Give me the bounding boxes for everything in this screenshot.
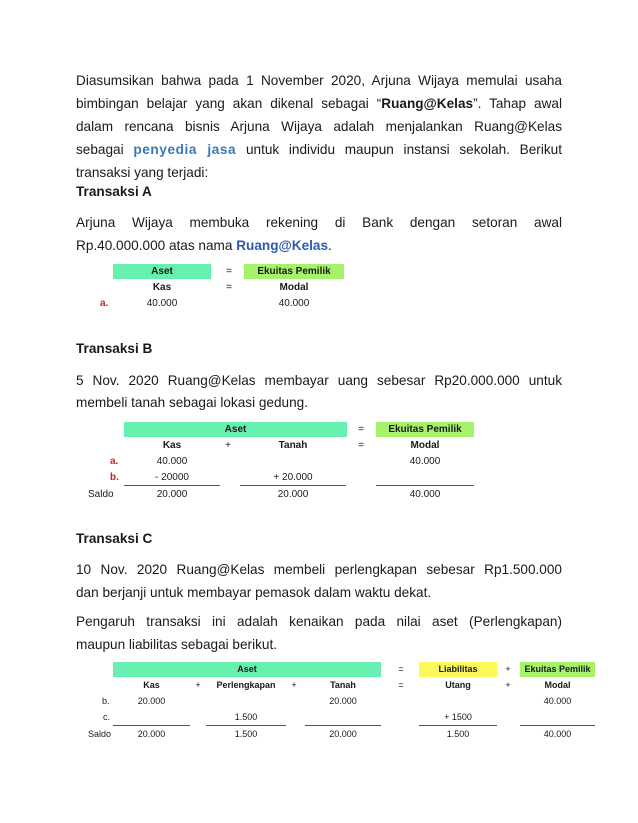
table-a-col-modal: Modal xyxy=(279,282,309,293)
heading-transaksi-a: Transaksi A xyxy=(76,184,152,199)
table-c-header-plus: + xyxy=(505,664,511,674)
table-c-row-b-modal: 40.000 xyxy=(543,696,572,706)
table-c-row-c-tanah xyxy=(305,710,381,725)
table-a-row-label: a. xyxy=(100,298,109,309)
b-text-2: membeli tanah sebagai lokasi gedung. xyxy=(76,395,309,410)
table-b-header-ekuitas: Ekuitas Pemilik xyxy=(376,422,474,437)
table-a-row-modal: 40.000 xyxy=(278,298,310,309)
table-c-col-plus1: + xyxy=(195,680,201,690)
heading-transaksi-c: Transaksi C xyxy=(76,531,153,546)
table-b-saldo-modal: 40.000 xyxy=(409,489,441,500)
table-c-row-c-perlengkapan: 1.500 xyxy=(234,712,258,722)
intro-text-2c: ”. Tahap awal xyxy=(473,96,562,111)
table-c-row-c-kas xyxy=(113,710,190,725)
table-c-saldo-modal: 40.000 xyxy=(543,729,572,739)
table-b-saldo-kas: 20.000 xyxy=(156,489,188,500)
table-a-header-eq: = xyxy=(226,266,232,277)
table-c-row-b-tanah: 20.000 xyxy=(329,696,357,706)
table-a-row-kas: 40.000 xyxy=(146,298,178,309)
table-b-col-tanah: Tanah xyxy=(278,440,308,451)
table-c-saldo-tanah: 20.000 xyxy=(329,729,357,739)
table-b-row-a-modal: 40.000 xyxy=(409,456,441,467)
a-text-1: Arjuna Wijaya membuka rekening di Bank dengan setoran awal xyxy=(76,215,562,230)
table-a-header-aset: Aset xyxy=(113,264,211,279)
table-c-header-liabilitas: Liabilitas xyxy=(419,662,497,677)
table-c-row-c-label: c. xyxy=(103,712,111,722)
table-b-underline-kas xyxy=(124,485,220,486)
table-b-row-a-label: a. xyxy=(110,456,119,467)
table-b-header-eq: = xyxy=(358,424,364,435)
table-c-col-perlengkapan: Perlengkapan xyxy=(216,680,276,690)
table-b-row-a-kas: 40.000 xyxy=(156,456,188,467)
table-c-underline-tanah xyxy=(305,725,381,726)
table-b-row-b-label: b. xyxy=(110,472,119,483)
table-c-row-b-perlengkapan xyxy=(206,694,286,709)
table-a-header-ekuitas: Ekuitas Pemilik xyxy=(244,264,344,279)
intro-text-2a: bimbingan belajar yang akan dikenal sebagai “ xyxy=(76,96,382,111)
table-c-row-b-utang xyxy=(419,694,497,709)
table-c-row-c-utang: + 1500 xyxy=(444,712,472,722)
intro-brand: Ruang@Kelas xyxy=(381,96,474,111)
table-c-underline-utang xyxy=(419,725,497,726)
c-line-4 xyxy=(76,633,562,657)
table-b-row-b-kas: - 20000 xyxy=(155,472,189,483)
a-line-1 xyxy=(76,211,562,235)
table-c-saldo-perlengkapan: 1.500 xyxy=(234,729,258,739)
table-c-saldo-utang: 1.500 xyxy=(446,729,470,739)
table-b-row-b-tanah: + 20.000 xyxy=(273,472,313,483)
intro-text-4a: sebagai xyxy=(76,142,134,157)
c-line-3 xyxy=(76,610,562,634)
c-line-2 xyxy=(76,581,562,605)
table-a-col-eq: = xyxy=(226,282,232,293)
table-b-saldo-label: Saldo xyxy=(88,489,114,500)
a-text-2c: . xyxy=(328,238,332,253)
table-c-col-utang: Utang xyxy=(445,680,471,690)
c-text-1: 10 Nov. 2020 Ruang@Kelas membeli perlengkapan sebesar Rp1.500.000 xyxy=(76,562,562,577)
b-line-1 xyxy=(76,369,562,393)
table-c-col-tanah: Tanah xyxy=(330,680,356,690)
intro-highlight: penyedia jasa xyxy=(133,142,237,157)
table-b-row-a-tanah xyxy=(240,454,346,469)
heading-transaksi-b: Transaksi B xyxy=(76,341,153,356)
table-c-col-modal: Modal xyxy=(544,680,571,690)
intro-line-4 xyxy=(76,138,562,162)
table-c-row-c-modal xyxy=(520,710,595,725)
c-line-1 xyxy=(76,558,562,582)
table-c-underline-perlengkapan xyxy=(206,725,286,726)
intro-line-3 xyxy=(76,115,562,139)
table-c-col-plus3: + xyxy=(505,680,511,690)
a-line-2 xyxy=(76,234,562,258)
c-text-3: Pengaruh transaksi ini adalah kenaikan pada nilai aset (Perlengkapan) xyxy=(76,614,562,629)
intro-text-4c: untuk individu maupun instansi sekolah. Berikut xyxy=(236,142,562,157)
table-b-col-modal: Modal xyxy=(410,440,440,451)
b-text-1: 5 Nov. 2020 Ruang@Kelas membayar uang sebesar Rp20.000.000 untuk xyxy=(76,373,562,388)
table-c-col-plus2: + xyxy=(291,680,297,690)
table-b-underline-tanah xyxy=(240,485,346,486)
table-b-col-kas: Kas xyxy=(162,440,182,451)
table-b-col-plus: + xyxy=(225,440,231,451)
table-c-col-kas: Kas xyxy=(143,680,160,690)
b-line-2 xyxy=(76,391,562,415)
intro-line-2 xyxy=(76,92,562,116)
table-c-header-aset: Aset xyxy=(113,662,381,677)
table-b-saldo-tanah: 20.000 xyxy=(277,489,309,500)
intro-text-3: dalam rencana bisnis Arjuna Wijaya adalah menjalankan Ruang@Kelas xyxy=(76,119,562,134)
table-b-underline-modal xyxy=(376,485,474,486)
table-c-header-ekuitas: Ekuitas Pemilik xyxy=(520,662,595,677)
table-c-saldo-label: Saldo xyxy=(88,729,112,739)
intro-text-1: Diasumsikan bahwa pada 1 November 2020, Arjuna Wijaya memulai usaha xyxy=(76,73,562,88)
table-b-header-aset: Aset xyxy=(124,422,347,437)
intro-text-5: transaksi yang terjadi: xyxy=(76,165,209,180)
c-text-4: maupun liabilitas sebagai berikut. xyxy=(76,637,278,652)
table-b-row-b-modal xyxy=(376,470,474,485)
table-b-col-eq: = xyxy=(358,440,364,451)
table-c-header-eq: = xyxy=(398,664,404,674)
table-c-saldo-kas: 20.000 xyxy=(137,729,166,739)
c-text-2: dan berjanji untuk membayar pemasok dalam waktu dekat. xyxy=(76,585,432,600)
table-c-underline-kas xyxy=(113,725,190,726)
a-text-2a: Rp.40.000.000 atas nama xyxy=(76,238,237,253)
intro-line-5 xyxy=(76,161,562,185)
table-c-row-b-label: b. xyxy=(102,696,110,706)
table-c-underline-modal xyxy=(520,725,595,726)
table-a-col-kas: Kas xyxy=(152,282,172,293)
table-c-col-eq: = xyxy=(398,680,404,690)
intro-line-1 xyxy=(76,69,562,93)
table-c-row-b-kas: 20.000 xyxy=(137,696,166,706)
a-brand: Ruang@Kelas xyxy=(236,238,329,253)
